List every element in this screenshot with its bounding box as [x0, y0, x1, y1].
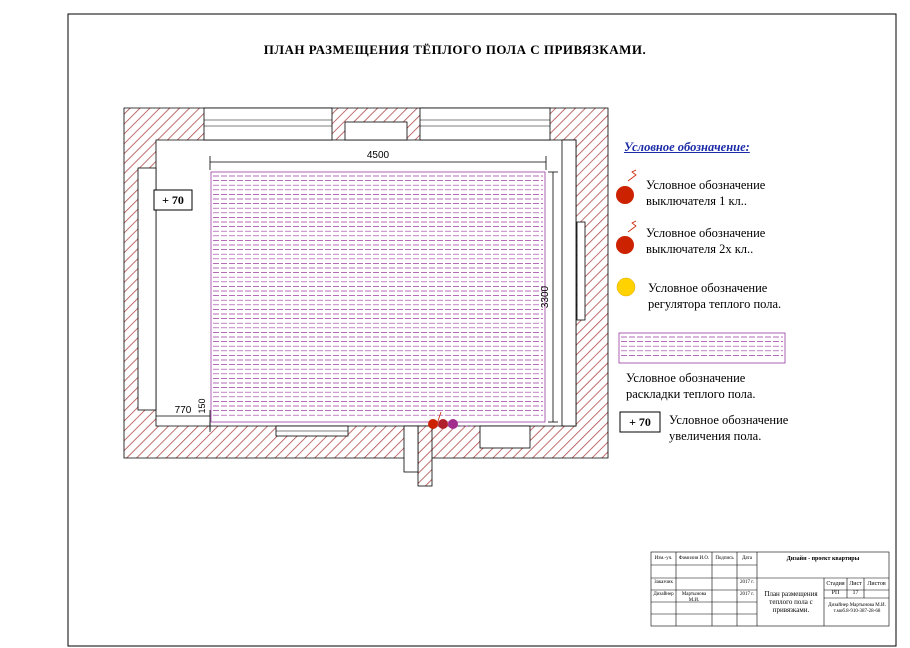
- switch-2-icon: [616, 236, 634, 254]
- left-wall-recess: [138, 168, 156, 410]
- legend-heading: Условное обозначение:: [624, 140, 750, 154]
- right-wall-column: [562, 140, 576, 426]
- switch-1-symbol-plan: [428, 419, 438, 429]
- stamp-col-sheets: Листов: [867, 581, 886, 587]
- legend-switch2-line2: выключателя 2х кл..: [646, 242, 754, 256]
- legend-floor-raise: [669, 412, 788, 444]
- stamp-row1-date: 2017 г.: [740, 580, 754, 585]
- stamp-sheet-title: План размещения теплого пола с привязками.: [764, 590, 818, 614]
- stamp-author: Дизайнер Мартынова М.И. т.моб.8-910-387-28-68: [828, 603, 886, 614]
- window-top-right: [420, 108, 550, 140]
- heating-layout-legend-swatch: [619, 333, 785, 363]
- stamp-row1-role: Заказчик: [654, 580, 673, 585]
- room-floor-mark: + 70: [162, 193, 184, 207]
- stamp-col-sheet: Лист: [849, 581, 862, 587]
- legend-heating: [626, 370, 756, 402]
- legend-regulator: [648, 280, 781, 312]
- window-top-left: [204, 108, 332, 140]
- stamp-header-sign: Подпись: [715, 556, 734, 561]
- floor-raise-mark: + 70: [629, 415, 651, 429]
- stamp-row2-name: Мартынова М.И.: [681, 592, 707, 603]
- heating-layout-area: [211, 172, 545, 422]
- legend-floor-raise-line2: увеличения пола.: [669, 429, 762, 443]
- right-radiator: [577, 222, 585, 320]
- legend-heating-line1: Условное обозначение: [626, 371, 746, 385]
- page-title: ПЛАН РАЗМЕЩЕНИЯ ТЁПЛОГО ПОЛА С ПРИВЯЗКАМИ.: [263, 42, 647, 57]
- legend-switch2: [646, 225, 765, 257]
- legend-switch1: [646, 177, 765, 209]
- stamp-header-izm: Изм.-уч.: [654, 556, 673, 561]
- dim-height-label: 3300: [540, 285, 551, 309]
- stamp-header-name: Фамилия И.О.: [678, 556, 710, 561]
- switch-1-icon: [616, 186, 634, 204]
- legend-regulator-line1: Условное обозначение: [648, 281, 768, 295]
- dim-width-label: 4500: [366, 150, 390, 161]
- legend-heating-line2: раскладки теплого пола.: [626, 387, 756, 401]
- legend-regulator-line2: регулятора теплого пола.: [648, 297, 782, 311]
- switch-2-symbol-plan: [438, 419, 448, 429]
- stamp-row2-date: 2017 г.: [740, 592, 754, 597]
- legend-floor-raise-line1: Условное обозначение: [669, 413, 789, 427]
- stamp-project: Дизайн - проект квартиры: [786, 556, 860, 562]
- stamp-stage: РП: [831, 590, 840, 596]
- dim-left-offset-label: 770: [174, 405, 192, 416]
- dim-bottom-offset-label: 150: [197, 398, 207, 414]
- regulator-icon: [617, 278, 635, 296]
- stamp-row2-role: Дизайнер: [653, 592, 674, 597]
- legend-switch2-line1: Условное обозначение: [646, 226, 766, 240]
- stamp-col-stage: Стадия: [826, 581, 845, 587]
- legend-switch1-line2: выключателя 1 кл..: [646, 194, 748, 208]
- stamp-header-date: Дата: [742, 556, 752, 561]
- legend-switch1-line1: Условное обозначение: [646, 178, 766, 192]
- regulator-symbol-plan: [448, 419, 458, 429]
- column-top: [345, 122, 407, 140]
- bottom-duct: [418, 426, 432, 486]
- stamp-sheet-no: 17: [852, 590, 859, 596]
- bottom-niche: [480, 426, 530, 448]
